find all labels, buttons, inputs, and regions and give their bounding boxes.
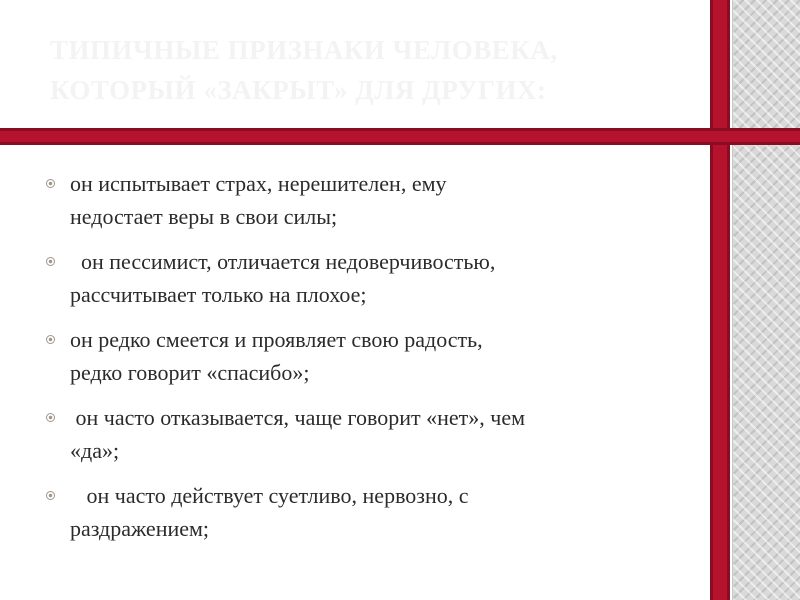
bullet-item	[44, 323, 684, 389]
vertical-red-stripe	[710, 0, 730, 600]
slide-title-line-2: КОТОРЫЙ «ЗАКРЫТ» ДЛЯ ДРУГИХ:	[50, 75, 547, 105]
circle-bullet-icon	[44, 179, 70, 189]
circle-bullet-icon	[44, 491, 70, 501]
bullet-line: он часто действует суетливо, нервозно, с	[70, 483, 469, 508]
bullet-item	[44, 479, 684, 545]
bullet-line: он часто отказывается, чаще говорит «нет», чем	[70, 405, 526, 430]
bullet-text	[70, 167, 447, 233]
bullet-line: недостает веры в свои силы;	[70, 204, 338, 229]
bullet-line: он пессимист, отличается недоверчивостью,	[70, 249, 496, 274]
bullet-item	[44, 245, 684, 311]
bullet-list	[44, 167, 684, 557]
bullet-line: «да»;	[70, 438, 120, 463]
decorative-side-panel	[732, 0, 800, 600]
bullet-line: раздражением;	[70, 516, 210, 541]
slide-title-line-1: ТИПИЧНЫЕ ПРИЗНАКИ ЧЕЛОВЕКА,	[50, 35, 558, 65]
bullet-text	[70, 323, 483, 389]
bullet-item	[44, 167, 684, 233]
bullet-text	[70, 479, 469, 545]
bullet-line: он испытывает страх, нерешителен, ему	[70, 171, 447, 196]
circle-bullet-icon	[44, 257, 70, 267]
circle-bullet-icon	[44, 413, 70, 423]
bullet-item	[44, 401, 684, 467]
circle-bullet-icon	[44, 335, 70, 345]
bullet-line: рассчитывает только на плохое;	[70, 282, 367, 307]
bullet-line: редко говорит «спасибо»;	[70, 360, 310, 385]
bullet-text	[70, 245, 495, 311]
horizontal-red-stripe	[0, 128, 800, 145]
slide-title	[50, 30, 700, 110]
bullet-text	[70, 401, 525, 467]
bullet-line: он редко смеется и проявляет свою радость,	[70, 327, 483, 352]
